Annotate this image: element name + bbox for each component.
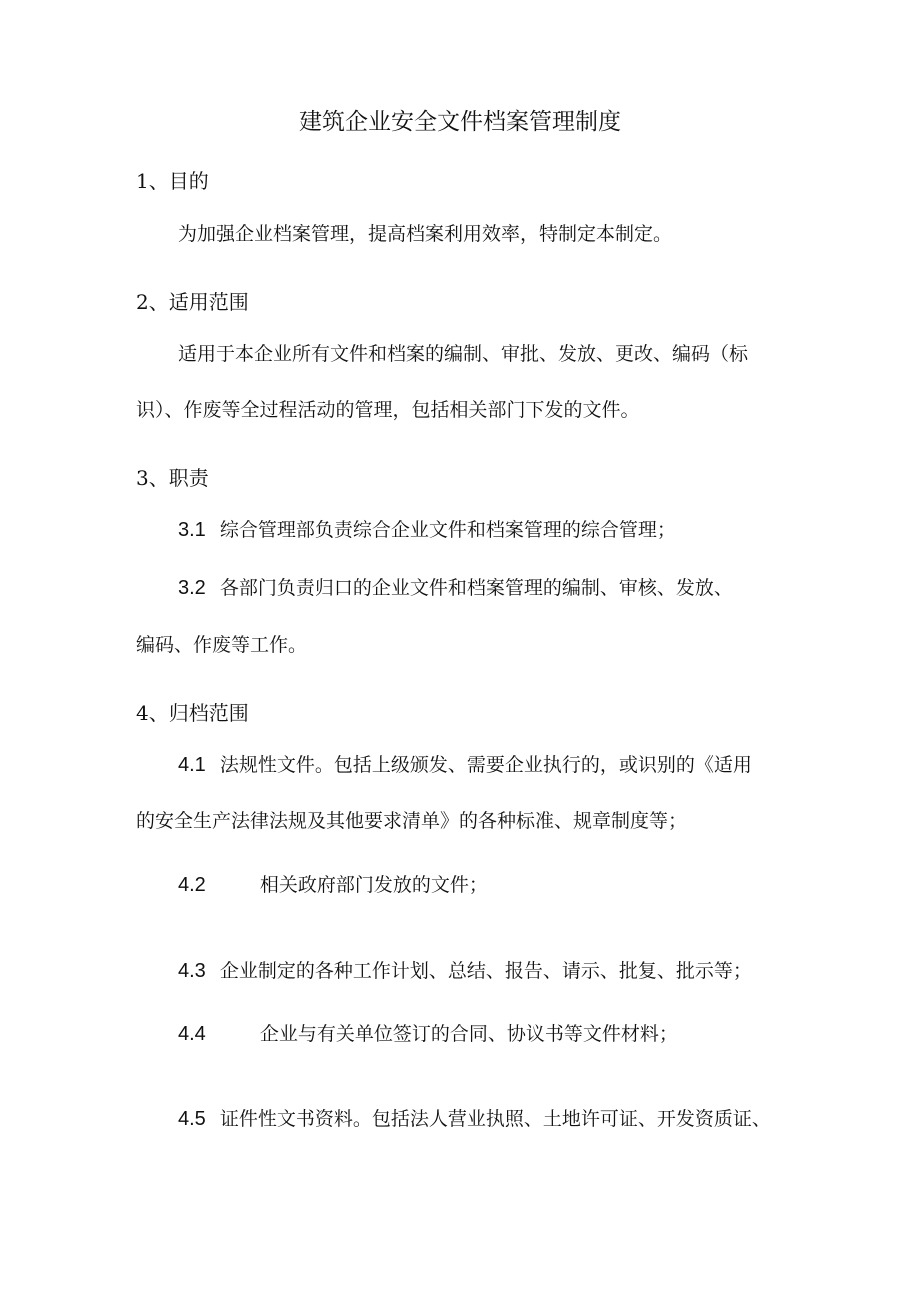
list-item-4-4 — [178, 1021, 678, 1047]
list-item-3-2 — [178, 575, 733, 601]
item-text: 证件性文书资料。包括法人营业执照、土地许可证、开发资质证、 — [219, 1108, 771, 1130]
item-number: 4.3 — [178, 960, 206, 982]
list-item-4-1-continuation: 的安全生产法律法规及其他要求清单》的各种标准、规章制度等； — [136, 810, 688, 832]
item-text: 企业与有关单位签订的合同、协议书等文件材料； — [259, 1023, 678, 1045]
item-text: 相关政府部门发放的文件； — [259, 874, 488, 896]
item-number: 4.1 — [178, 754, 206, 776]
section-heading-duties: 3、职责 — [136, 466, 209, 490]
list-item-4-3 — [178, 958, 752, 984]
item-number: 4.2 — [178, 874, 206, 896]
item-number: 4.4 — [178, 1023, 206, 1045]
item-text: 综合管理部负责综合企业文件和档案管理的综合管理； — [219, 519, 676, 541]
list-item-3-1 — [178, 517, 676, 543]
item-text: 法规性文件。包括上级颁发、需要企业执行的，或识别的《适用 — [219, 754, 752, 776]
item-number: 4.5 — [178, 1108, 206, 1130]
list-item-4-1 — [178, 752, 752, 778]
section-paragraph-purpose: 为加强企业档案管理，提高档案利用效率，特制定本制定。 — [178, 223, 673, 245]
item-number: 3.1 — [178, 519, 206, 541]
item-text: 企业制定的各种工作计划、总结、报告、请示、批复、批示等； — [219, 960, 752, 982]
list-item-4-2 — [178, 872, 488, 898]
item-text: 各部门负责归口的企业文件和档案管理的编制、审核、发放、 — [219, 577, 733, 599]
document-title: 建筑企业安全文件档案管理制度 — [299, 109, 621, 135]
section-paragraph-scope-line-1: 适用于本企业所有文件和档案的编制、审批、发放、更改、编码（标 — [178, 343, 749, 365]
item-number: 3.2 — [178, 577, 206, 599]
section-heading-purpose: 1、目的 — [136, 169, 209, 193]
section-heading-archive-scope: 4、归档范围 — [136, 701, 249, 725]
list-item-4-5 — [178, 1106, 771, 1132]
section-heading-scope: 2、适用范围 — [136, 290, 249, 314]
list-item-3-2-continuation: 编码、作废等工作。 — [136, 634, 308, 656]
section-paragraph-scope-line-2: 识）、作废等全过程活动的管理，包括相关部门下发的文件。 — [136, 399, 640, 421]
